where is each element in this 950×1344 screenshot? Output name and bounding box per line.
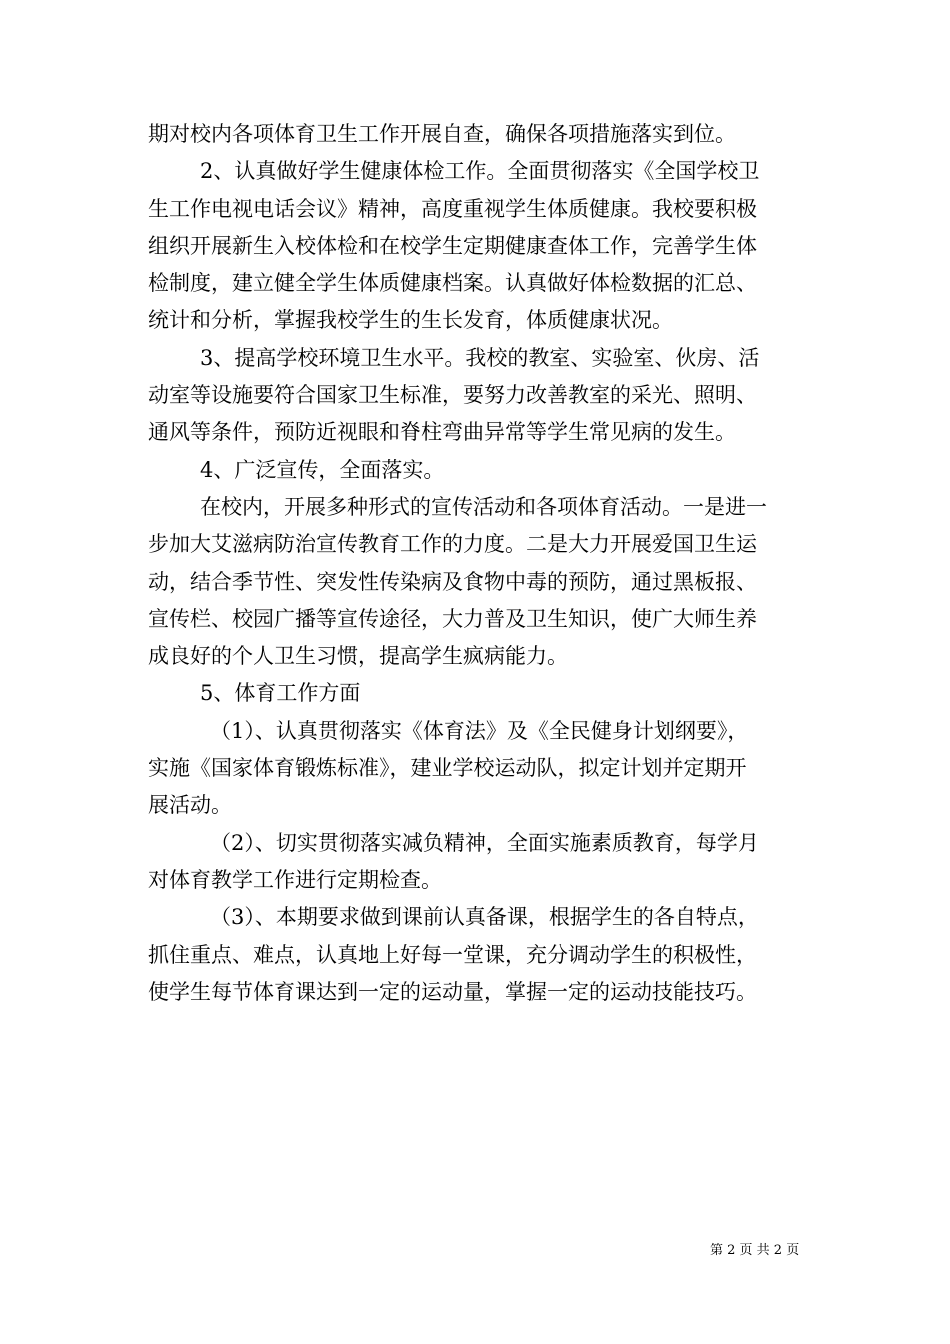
text-line: 组织开展新生入校体检和在校学生定期健康查体工作，完善学生体 <box>148 233 757 258</box>
text-line: 对体育教学工作进行定期检查。 <box>148 867 442 892</box>
text-line: 检制度，建立健全学生体质健康档案。认真做好体检数据的汇总、 <box>148 271 757 296</box>
text-line: 动，结合季节性、突发性传染病及食物中毒的预防，通过黑板报、 <box>148 569 757 594</box>
text-line: 3、提高学校环境卫生水平。我校的教室、实验室、伙房、活 <box>200 345 760 370</box>
text-line: 实施《国家体育锻炼标准》，建业学校运动队，拟定计划并定期开 <box>148 756 747 781</box>
text-line: 在校内，开展多种形式的宣传活动和各项体育活动。一是进一 <box>200 494 767 519</box>
text-line: （1）、认真贯彻落实《体育法》及《全民健身计划纲要》， <box>210 718 749 743</box>
text-line: （3）、本期要求做到课前认真备课，根据学生的各自特点， <box>210 905 759 930</box>
text-line: 期对校内各项体育卫生工作开展自查，确保各项措施落实到位。 <box>148 122 736 146</box>
text-line: 步加大艾滋病防治宣传教育工作的力度。二是大力开展爱国卫生运 <box>148 532 757 557</box>
text-line: 宣传栏、校园广播等宣传途径，大力普及卫生知识，使广大师生养 <box>148 606 757 631</box>
document-body <box>148 116 810 1011</box>
text-line: 2、认真做好学生健康体检工作。全面贯彻落实《全国学校卫 <box>200 159 760 184</box>
text-line: 生工作电视电话会议》精神，高度重视学生体质健康。我校要积极 <box>148 196 757 221</box>
text-line: 4、广泛宣传，全面落实。 <box>200 457 445 482</box>
text-line: 动室等设施要符合国家卫生标准，要努力改善教室的采光、照明、 <box>148 383 757 408</box>
text-line: 通风等条件，预防近视眼和脊柱弯曲异常等学生常见病的发生。 <box>148 420 736 445</box>
page-number: 第 2 页 共 2 页 <box>710 1243 800 1258</box>
text-line: （2）、切实贯彻落实减负精神，全面实施素质教育，每学月 <box>210 830 759 855</box>
text-line: 统计和分析，掌握我校学生的生长发育，体质健康状况。 <box>148 308 673 333</box>
text-line: 展活动。 <box>148 793 232 818</box>
text-line: 使学生每节体育课达到一定的运动量，掌握一定的运动技能技巧。 <box>148 979 757 1004</box>
text-line: 5、体育工作方面 <box>200 681 361 706</box>
text-line: 抓住重点、难点，认真地上好每一堂课，充分调动学生的积极性， <box>148 942 757 967</box>
text-line: 成良好的个人卫生习惯，提高学生疯病能力。 <box>148 644 568 669</box>
